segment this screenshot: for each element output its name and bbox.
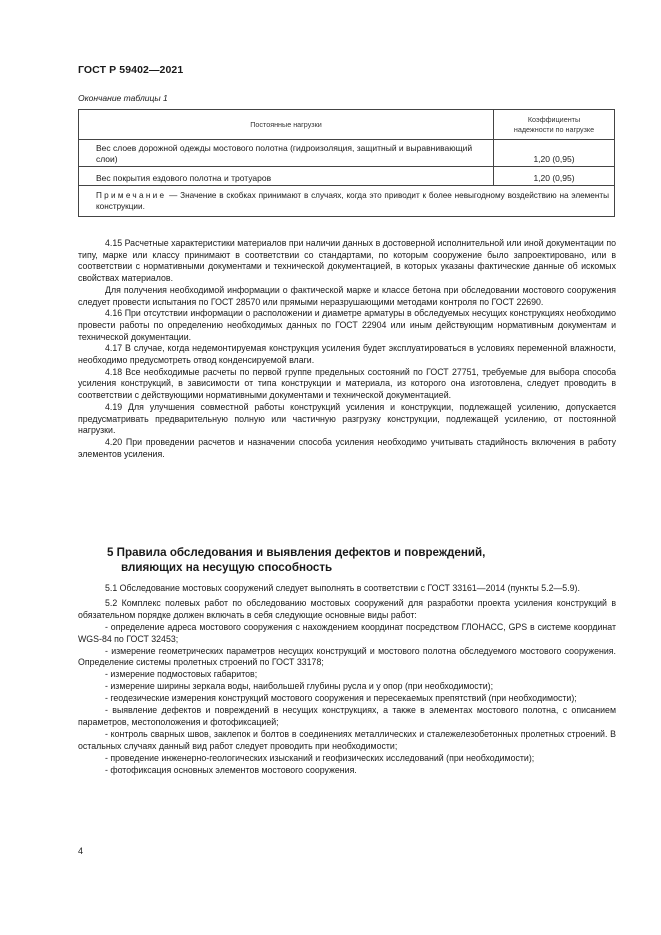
list-item: - определение адреса мостового сооружения с нахождением координат посредством ГЛОНАСС, GPS в системе координат WGS-84 по ГОСТ 32453; <box>78 621 616 644</box>
list-item: - измерение подмостовых габаритов; <box>105 669 258 680</box>
paragraph-4-19: 4.19 Для улучшения совместной работы конструкций усиления и конструкции, подлежащей усилению, допускается предусматривать предварительную полную или частичную разгрузку конструкции, подлежащей усилению, от постоянной нагрузки. <box>78 401 616 436</box>
table-note <box>79 186 615 217</box>
paragraph-concrete-testing: Для получения необходимой информации о фактической марке и классе бетона при обследовании мостового сооружения следует провести испытания по ГОСТ 28570 или прямыми неразрушающими методами контроля по ГОСТ 22690. <box>78 284 616 307</box>
list-item: - геодезические измерения конструкций мостового сооружения и пересекаемых препятствий (при необходимости); <box>105 693 577 704</box>
list-item: - выявление дефектов и повреждений в несущих конструкциях, а также в элементах мостового полотна, с описанием параметров, местоположения и фотофиксацией; <box>78 705 616 727</box>
list-item: - фотофиксация основных элементов мостового сооружения. <box>105 764 357 775</box>
table-note-row <box>79 186 615 217</box>
column-header-coefficients <box>494 110 615 140</box>
paragraph-4-18: 4.18 Все необходимые расчеты по первой группе предельных состояний по ГОСТ 27751, требуемые для выбора способа усиления конструкций, в зависимости от типа конструкции и материала, из которого она изготовлена, следует проводить в соответствии с действующими нормативными документами и технической документацией. <box>78 366 616 401</box>
page-number: 4 <box>78 846 84 856</box>
paragraph-4-20: 4.20 При проведении расчетов и назначении способа усиления необходимо учитывать стадийность включения в работу элементов усиления. <box>78 436 616 459</box>
section-title <box>107 545 485 575</box>
column-header-loads: Постоянные нагрузки <box>79 110 494 140</box>
paragraph-5-2: 5.2 Комплекс полевых работ по обследованию мостовых сооружений для разработки проекта усиления конструкций в обязательном порядке должен включать в себя следующие основные виды работ: <box>78 597 616 620</box>
section-body <box>78 583 616 777</box>
note-label: Примечание <box>96 191 167 200</box>
loads-table <box>78 109 615 217</box>
column-header-coefficients-line1: Коэффициенты <box>527 114 581 124</box>
note-text: — Значение в скобках принимают в случаях, когда это приводит к более невыгодному воздействию на элементы конструкции. <box>96 191 609 211</box>
list-item: - проведение инженерно-геологических изысканий и геофизических исследований (при необходимости); <box>105 752 535 763</box>
table-cell-load-name: Вес покрытия ездового полотна и тротуаров <box>79 167 494 186</box>
table-cell-coefficient: 1,20 (0,95) <box>494 167 615 186</box>
section-title-line2: влияющих на несущую способность <box>121 561 333 574</box>
table-caption: Окончание таблицы 1 <box>78 93 168 103</box>
column-header-coefficients-line2: надежности по нагрузке <box>513 124 595 134</box>
paragraph-4-15: 4.15 Расчетные характеристики материалов при наличии данных в достоверной исполнительной или иной документации по типу, марке или классу принимают в соответствии со стандартами, по которым сооружение было запроектировано, или в соответствии с нормативными документами и технической документацией, в которых указаны фактические данные об искомых свойствах материалов. <box>78 238 616 284</box>
list-item: - измерение ширины зеркала воды, наибольшей глубины русла и у опор (при необходимости); <box>105 681 494 692</box>
paragraph-4-17: 4.17 В случае, когда недемонтируемая конструкция усиления будет эксплуатироваться в условиях переменной влажности, необходимо предусмотреть отвод конденсируемой влаги. <box>78 343 616 366</box>
table-row <box>79 167 615 186</box>
table-header-row <box>79 110 615 140</box>
document-code: ГОСТ Р 59402—2021 <box>78 64 184 76</box>
table-cell-coefficient: 1,20 (0,95) <box>494 140 615 167</box>
list-item: - контроль сварных швов, заклепок и болтов в соединениях металлических и сталежелезобетонных пролетных строений. В остальных случаях данный вид работ следует проводить при необходимости; <box>78 728 616 751</box>
table-row <box>79 140 615 167</box>
body-text <box>78 238 616 460</box>
paragraph-4-16: 4.16 При отсутствии информации о расположении и диаметре арматуры в обследуемых несущих конструкциях необходимо провести работы по определению необходимых данных по ГОСТ 22904 или иным действующим нормативным документам и технической документации. <box>78 308 616 342</box>
section-title-line1: 5 Правила обследования и выявления дефектов и повреждений, <box>107 546 486 559</box>
list-item: - измерение геометрических параметров несущих конструкций и мостового полотна обследуемого мостового сооружения. Определение системы пролетных строений по ГОСТ 33178; <box>78 645 616 668</box>
paragraph-5-1: 5.1 Обследование мостовых сооружений следует выполнять в соответствии с ГОСТ 33161—2014 (пункты 5.2—5.9). <box>105 583 580 593</box>
table-cell-load-name: Вес слоев дорожной одежды мостового полотна (гидроизоляция, защитный и выравнивающий слои) <box>79 140 494 167</box>
